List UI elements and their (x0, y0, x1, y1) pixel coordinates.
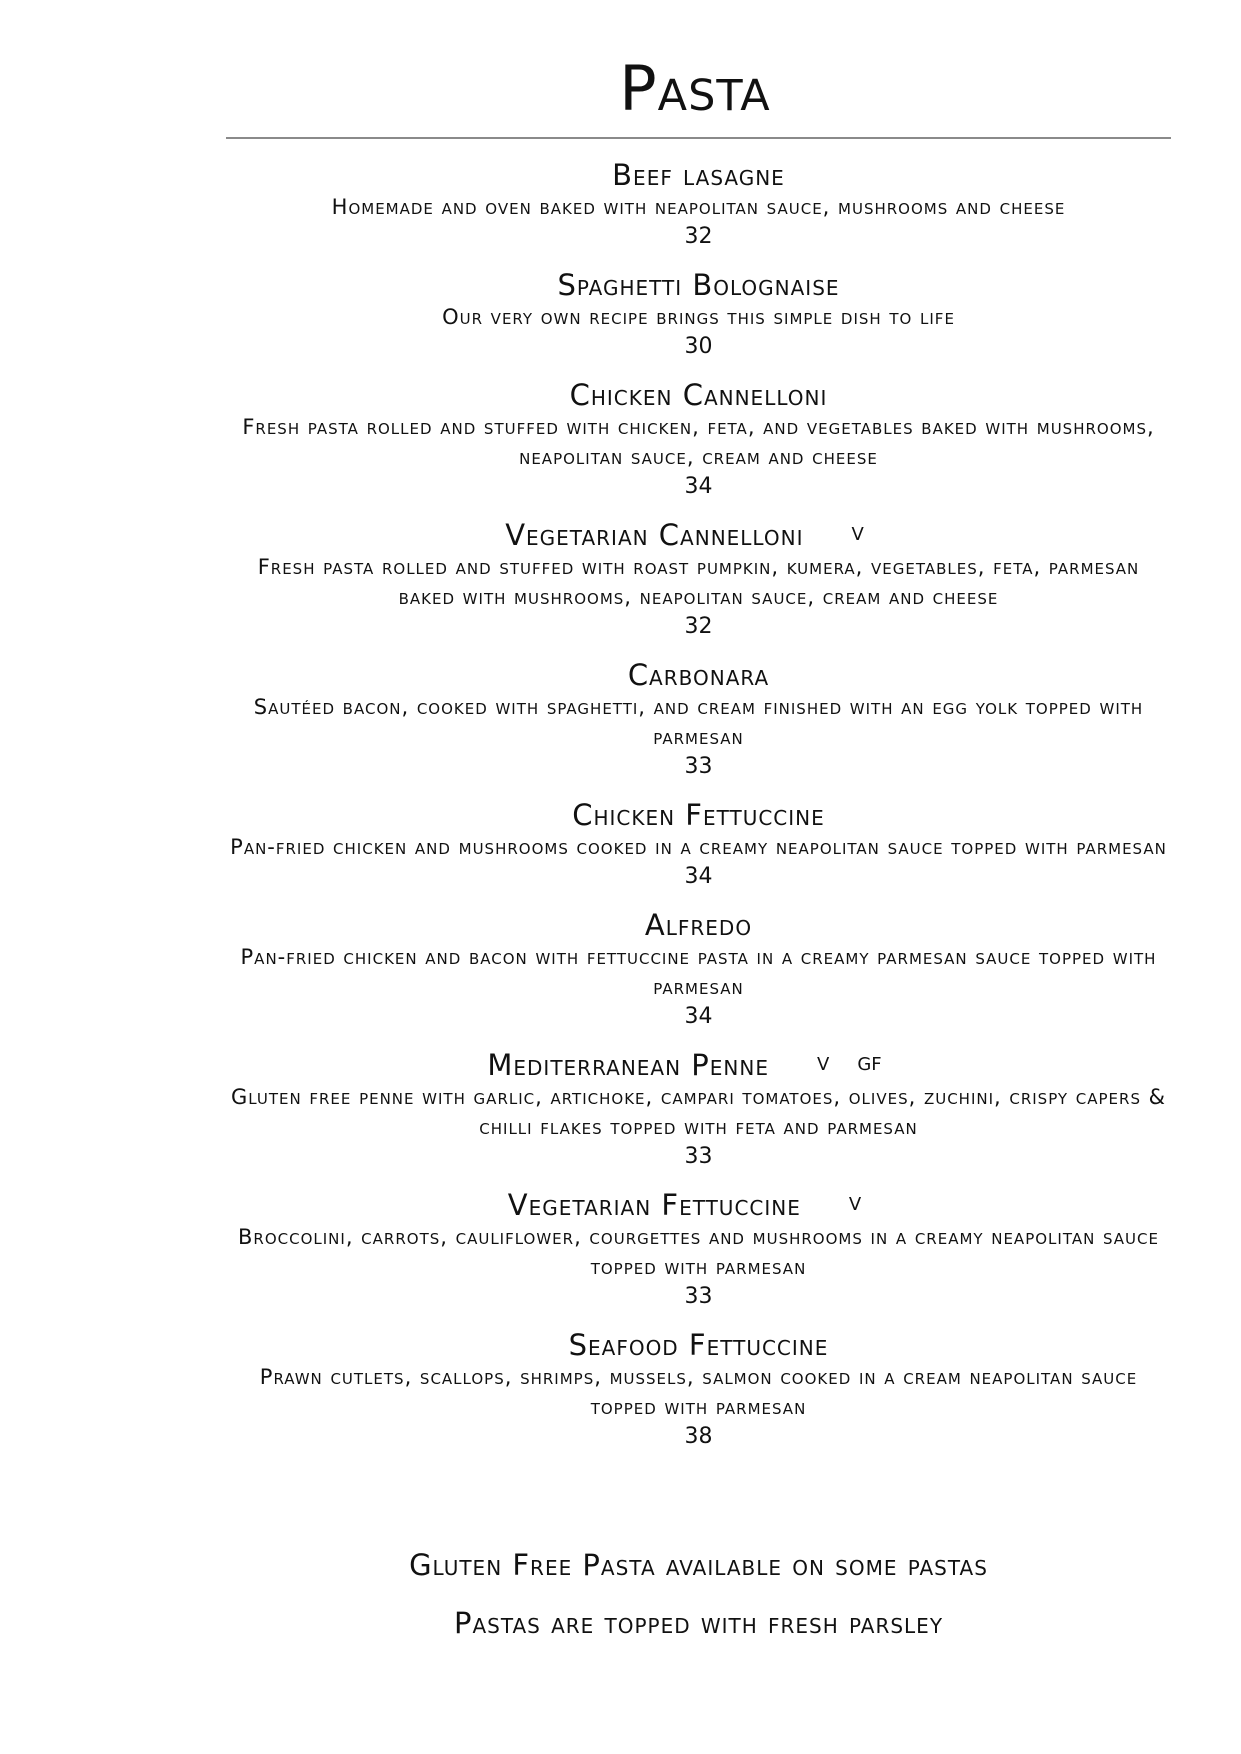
menu-item (226, 1188, 1171, 1311)
item-name-row (226, 268, 1171, 302)
menu-item (226, 378, 1171, 501)
gluten-free-note: Gluten Free Pasta available on some pastas (409, 1548, 988, 1582)
menu-list (226, 158, 1171, 1468)
dietary-tags (851, 518, 891, 552)
item-name: Carbonara (627, 658, 770, 692)
menu-item (226, 1048, 1171, 1171)
item-price: 30 (684, 334, 713, 359)
page-title: Pasta (619, 52, 771, 125)
menu-item (226, 798, 1171, 891)
dietary-tag: GF (857, 1054, 882, 1075)
item-price: 33 (684, 1144, 713, 1169)
item-name: Seafood Fettuccine (568, 1328, 829, 1362)
item-name: Chicken Cannelloni (569, 378, 828, 412)
menu-item (226, 658, 1171, 781)
title-divider (226, 137, 1171, 139)
item-price: 33 (684, 754, 713, 779)
item-name-row (226, 1048, 1171, 1082)
item-description: Prawn cutlets, scallops, shrimps, mussels, salmon cooked in a cream neapolitan sauce topped with parmesan (259, 1365, 1138, 1419)
menu-item (226, 908, 1171, 1031)
item-price: 32 (684, 224, 713, 249)
dietary-tags (817, 1048, 910, 1082)
item-name-row (226, 1188, 1171, 1222)
item-price: 32 (684, 614, 713, 639)
item-price: 34 (684, 474, 713, 499)
item-description: Pan-fried chicken and bacon with fettuccine pasta in a creamy parmesan sauce topped with parmesan (240, 945, 1157, 999)
item-name-row (226, 658, 1171, 692)
menu-item (226, 518, 1171, 641)
item-description: Our very own recipe brings this simple dish to life (442, 305, 955, 329)
menu-item (226, 158, 1171, 251)
item-price: 38 (684, 1424, 713, 1449)
item-description: Pan-fried chicken and mushrooms cooked in a creamy neapolitan sauce topped with parmesan (230, 835, 1167, 859)
item-description: Fresh pasta rolled and stuffed with roast pumpkin, kumera, vegetables, feta, parmesan baked with mushrooms, neapolitan sauce, cream and cheese (257, 555, 1140, 609)
parsley-note: Pastas are topped with fresh parsley (453, 1606, 944, 1640)
item-price: 34 (684, 1004, 713, 1029)
dietary-tags (849, 1188, 889, 1222)
dietary-tag: V (851, 524, 864, 545)
item-name-row (226, 908, 1171, 942)
item-name: Beef lasagne (612, 158, 785, 192)
item-name: Vegetarian Fettuccine (507, 1188, 801, 1222)
item-name-row (226, 378, 1171, 412)
item-name: Alfredo (644, 908, 753, 942)
item-name: Spaghetti Bolognaise (557, 268, 840, 302)
item-name: Chicken Fettuccine (572, 798, 825, 832)
item-description: Fresh pasta rolled and stuffed with chicken, feta, and vegetables baked with mushrooms, neapolitan sauce, cream and cheese (242, 415, 1155, 469)
item-description: Broccolini, carrots, cauliflower, courgettes and mushrooms in a creamy neapolitan sauce topped with parmesan (238, 1225, 1159, 1279)
item-price: 34 (684, 864, 713, 889)
dietary-tag: V (816, 1054, 830, 1075)
item-description: Gluten free penne with garlic, artichoke, campari tomatoes, olives, zuchini, crispy capers & chilli flakes topped with feta and parmesan (230, 1085, 1167, 1139)
dietary-tag: V (848, 1194, 862, 1215)
item-name: Mediterranean Penne (487, 1048, 769, 1082)
item-name: Vegetarian Cannelloni (505, 518, 804, 552)
item-description: Homemade and oven baked with neapolitan sauce, mushrooms and cheese (331, 195, 1066, 219)
item-name-row (226, 798, 1171, 832)
menu-item (226, 268, 1171, 361)
item-name-row (226, 1328, 1171, 1362)
item-price: 33 (684, 1284, 713, 1309)
item-description: Sautéed bacon, cooked with spaghetti, and cream finished with an egg yolk topped with parmesan (253, 695, 1144, 749)
item-name-row (226, 518, 1171, 552)
item-name-row (226, 158, 1171, 192)
menu-item (226, 1328, 1171, 1451)
